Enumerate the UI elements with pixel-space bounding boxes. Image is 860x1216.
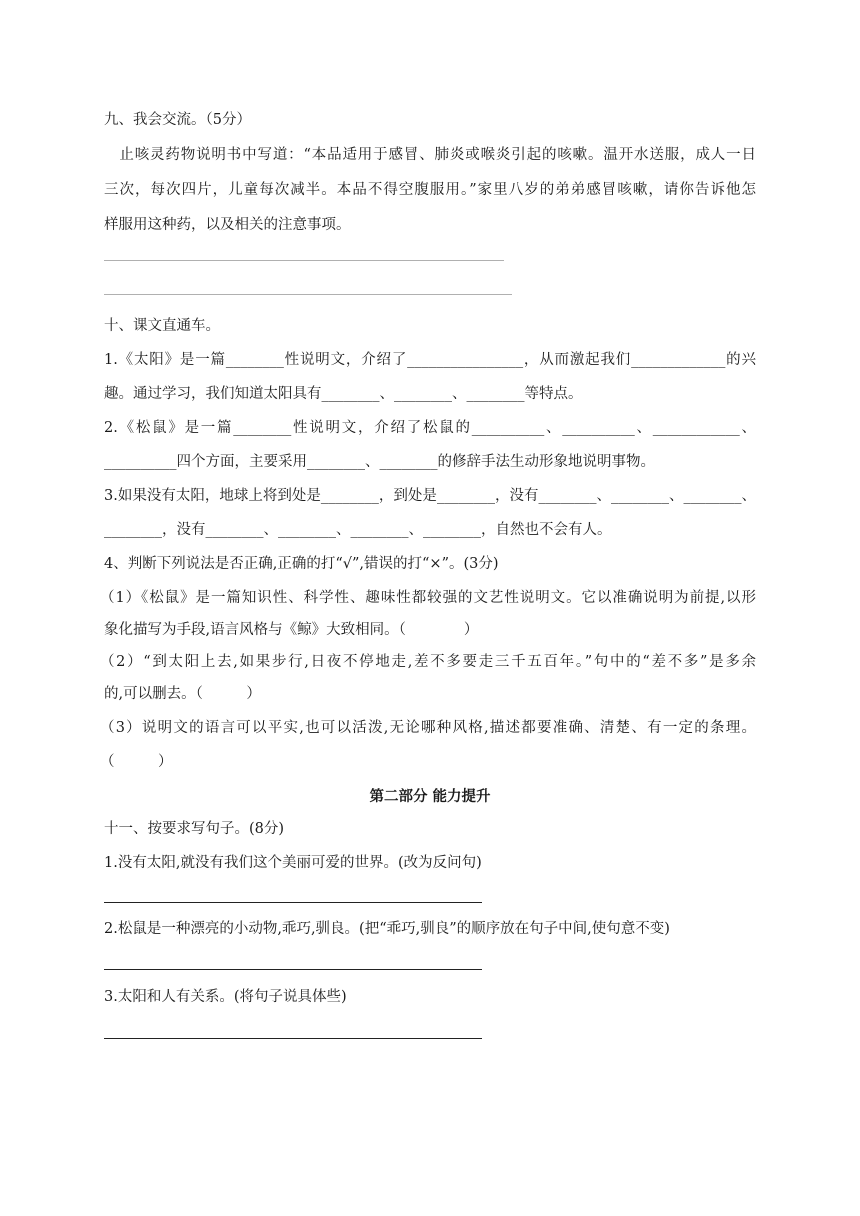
section-11-heading: 十一、按要求写句子。(8分) [104, 821, 285, 837]
judgment-2-line-2: 的,可以删去。（ ） [104, 686, 261, 702]
section-9-paragraph-line-3: 样服用这种药，以及相关的注意事项。 [104, 217, 351, 233]
section-9-heading: 九、我会交流。（5分） [104, 112, 251, 128]
judgment-3-line-2: （ ） [100, 754, 173, 770]
sentence-task-1: 1.没有太阳,就没有我们这个美丽可爱的世界。(改为反问句) [104, 855, 482, 871]
question-3-line-2: ________，没有________、________、________、________，自然也不会有人。 [104, 522, 612, 538]
section-9-paragraph-line-2: 三次，每次四片，儿童每次减半。本品不得空腹服用。”家里八岁的弟弟感冒咳嗽，请你告诉他怎 [104, 182, 756, 198]
answer-line-11-1[interactable] [104, 902, 482, 903]
answer-line-9-2[interactable] [104, 294, 512, 295]
answer-line-11-2[interactable] [104, 969, 482, 970]
section-9-paragraph-line-1: 止咳灵药物说明书中写道：“本品适用于感冒、肺炎或喉炎引起的咳嗽。温开水送服，成人一日 [104, 147, 756, 163]
question-4-heading: 4、判断下列说法是否正确,正确的打“√”,错误的打“×”。(3分) [104, 556, 499, 572]
judgment-2-line-1: （2）“到太阳上去,如果步行,日夜不停地走,差不多要走三千五百年。”句中的“差不多”是多余 [100, 654, 756, 670]
judgment-1-line-2: 象化描写为手段,语言风格与《鲸》大致相同。（ ） [104, 622, 479, 638]
question-2-line-2: __________四个方面，主要采用________、________的修辞手法生动形象地说明事物。 [104, 454, 655, 470]
section-10-heading: 十、课文直通车。 [104, 318, 220, 334]
answer-line-9-1[interactable] [104, 260, 504, 261]
sentence-task-3: 3.太阳和人有关系。(将句子说具体些) [104, 989, 347, 1005]
question-2-line-1: 2.《松鼠》是一篇________性说明文，介绍了松鼠的__________、__________、____________、 [104, 420, 756, 436]
judgment-1-line-1: （1）《松鼠》是一篇知识性、科学性、趣味性都较强的文艺性说明文。它以准确说明为前提,以形 [100, 590, 756, 606]
part-2-title: 第二部分 能力提升 [369, 789, 491, 805]
sentence-task-2: 2.松鼠是一种漂亮的小动物,乖巧,驯良。(把“乖巧,驯良”的顺序放在句子中间,使句意不变) [104, 921, 670, 937]
judgment-3-line-1: （3）说明文的语言可以平实,也可以活泼,无论哪种风格,描述都要准确、清楚、有一定的条理。 [100, 720, 756, 736]
question-3-line-1: 3.如果没有太阳，地球上将到处是________，到处是________，没有________、________、________、 [104, 488, 756, 504]
answer-line-11-3[interactable] [104, 1038, 482, 1039]
question-1-line-2: 趣。通过学习，我们知道太阳具有________、________、________等特点。 [104, 386, 583, 402]
question-1-line-1: 1.《太阳》是一篇________性说明文，介绍了________________，从而激起我们_____________的兴 [104, 352, 756, 368]
